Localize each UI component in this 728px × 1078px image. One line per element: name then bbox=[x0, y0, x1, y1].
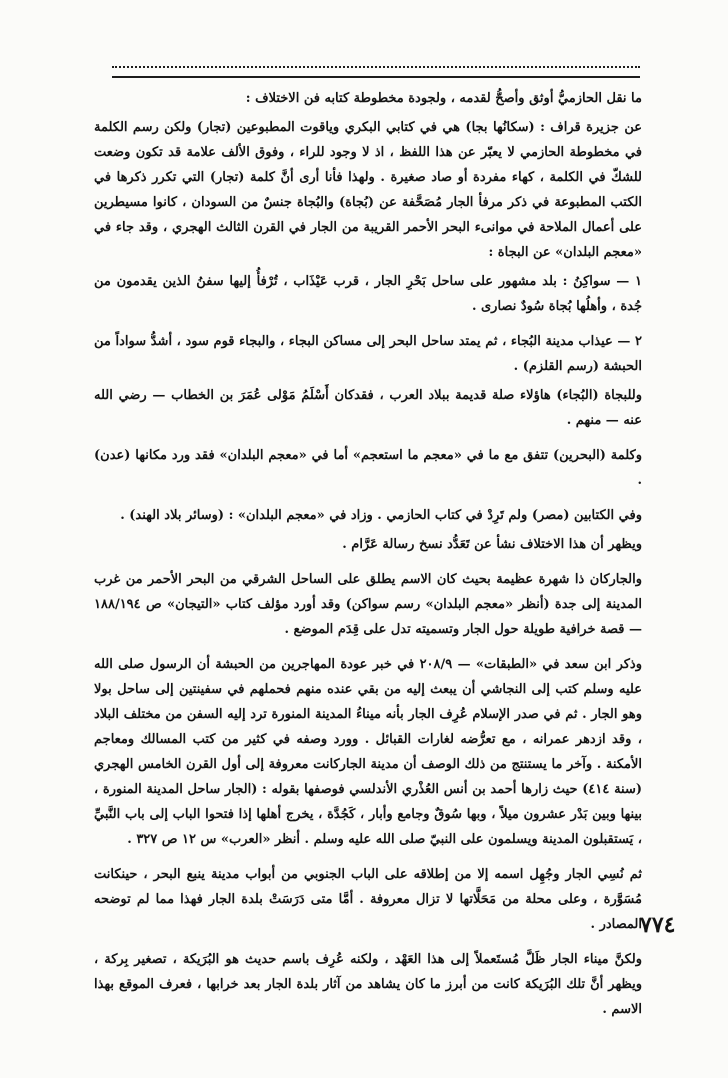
paragraph-bahrain-word: وكلمة (البحرين) تتفق مع ما في «معجم ما استعجم» أما في «معجم البلدان» فقد ورد مكانها (عدن) . bbox=[94, 448, 642, 488]
paragraph-aidhab-entry: ٢ — عيذاب مدينة البُجاء ، ثم يمتد ساحل البحر إلى مساكن البجاء ، والبجاء قوم سود ، أشدُّ سواداً من الحبشة (رسم القلزم) . bbox=[94, 334, 642, 374]
paragraph-jar-fame: والجاركان ذا شهرة عظيمة بحيث كان الاسم يطلق على الساحل الشرقي من البحر الأحمر من غرب المدينة إلى جدة (أنظر «معجم البلدان» رسم سواكن) وقد أورد مؤلف كتاب «التيجان» ص ١٨٨/١٩٤ — قصة خرافية طويلة حول الجار وتسميته تدل على قِدَم الموضع . bbox=[94, 572, 642, 637]
page-body bbox=[94, 86, 642, 1032]
header-rule bbox=[112, 66, 640, 78]
paragraph-egypt-word: وفي الكتابين (مصر) ولم تَرِدْ في كتاب الحازمي . وزاد في «معجم البلدان» : (وسائر بلاد الهند) . bbox=[120, 508, 642, 523]
paragraph-intro: ما نقل الحازميُّ أوثق وأصحُّ لقدمه ، ولجودة مخطوطة كتابه فن الاختلاف : bbox=[245, 91, 642, 106]
paragraph-buraika-port: ولكنَّ ميناء الجار ظَلَّ مُستَعملاً إلى هذا العَهْد ، ولكنه عُرِف باسم حديث هو البُرَيكة ، تصغير بِركة ، ويظهر أنَّ تلك البُرَيكة كانت من أبرز ما كان يشاهد من آثار بلدة الجار بعد خرابها ، فعرف الموقع بهذا الاسم . bbox=[94, 952, 642, 1017]
paragraph-manuscript-difference: ويظهر أن هذا الاختلاف نشأ عن تَعَدُّد نسخ رسالة عَرَّام . bbox=[342, 537, 642, 552]
paragraph-qaraf-island: عن جزيرة قراف : (سكانُها بجا) هي في كتابي البكري وياقوت المطبوعين (تجار) ولكن رسم الكلمة في مخطوطة الحازمي لا يعبّر عن هذا اللفظ ، اذ لا وجود للراء ، وفوق الألف علامة قد تكون وضعت للشكّ في الكلمة ، كهاء مفردة أو صاد صغيرة . ولهذا فأنا أرى أنَّ كلمة (تجار) التي تكرر ذكرها في الكتب المطبوعة في ذكر مرفأ الجار مُصَحَّفة عن (بُجاة) والبُجاة جنسٌ من السودان ، كانوا مسيطرين على أعمال الملاحة في موانىء البحر الأحمر القريبة من الجار في القرن الثالث الهجري ، وقد جاء في «معجم البلدان» عن البجاة : bbox=[94, 120, 642, 260]
page-number: ٧٧٤ bbox=[640, 912, 676, 938]
paragraph-suakin-entry: ١ — سواكِنُ : بلد مشهور على ساحل بَحْرِ الجار ، قرب عَيْذَاب ، تُرْفأُ إليها سفنُ الذين يقدمون من جُدة ، وأهلُها بُجاة سُودٌ نصارى . bbox=[94, 274, 642, 314]
paragraph-jar-forgotten: ثم نُسِي الجار وجُهِل اسمه إلا من إطلاقه على الباب الجنوبي من أبواب مدينة ينبع البحر ، حينكانت مُسَوَّرة ، وعلى محلة من مَحَلَّاتها لا تزال معروفة . أمَّا متى دَرَسَتْ بلدة الجار فهذا مما لم توضحه المصادر . bbox=[94, 867, 642, 932]
paragraph-bujah-arabs: وللبجاة (البُجاء) هاؤلاء صلة قديمة ببلاد العرب ، فقدكان أَسْلَمُ مَوْلى عُمَرَ بن الخطاب — رضي الله عنه — منهم . bbox=[94, 388, 642, 428]
paragraph-ibn-saad: وذكر ابن سعد في «الطبقات» — ٢٠٨/٩ في خبر عودة المهاجرين من الحبشة أن الرسول صلى الله عليه وسلم كتب إلى النجاشي أن يبعث إليه من بقي عنده منهم فحملهم في سفينتين إلى ساحل بولا وهو الجار . ثم في صدر الإسلام عُرِف الجار بأنه ميناءُ المدينة المنورة ترد إليه السفن من مختلف البلاد ، وقد ازدهر عمرانه ، مع تعرُّضه لغارات القبائل . وورد وصفه في كثير من كتب المسالك ومعاجم الأمكنة . وآخر ما يستنتج من ذلك الوصف أن مدينة الجاركانت معروفة إلى أول القرن الخامس الهجري (سنة ٤١٤) حيث زارها أحمد بن أنس العُذْري الأندلسي فوصفها بقوله : (الجار ساحل المدينة المنورة ، بينها وبين بَدْر عشرون ميلاً ، وبها سُوقٌ وجامع وأبار ، كَجُدَّة ، يخرج أهلها إذا فتحوا الباب إلى باب النَّبيِّ ، يَستقبلون المدينة ويسلمون على النبيّ صلى الله عليه وسلم . أنظر «العرب» س ١٢ ص ٣٢٧ . bbox=[94, 657, 643, 847]
